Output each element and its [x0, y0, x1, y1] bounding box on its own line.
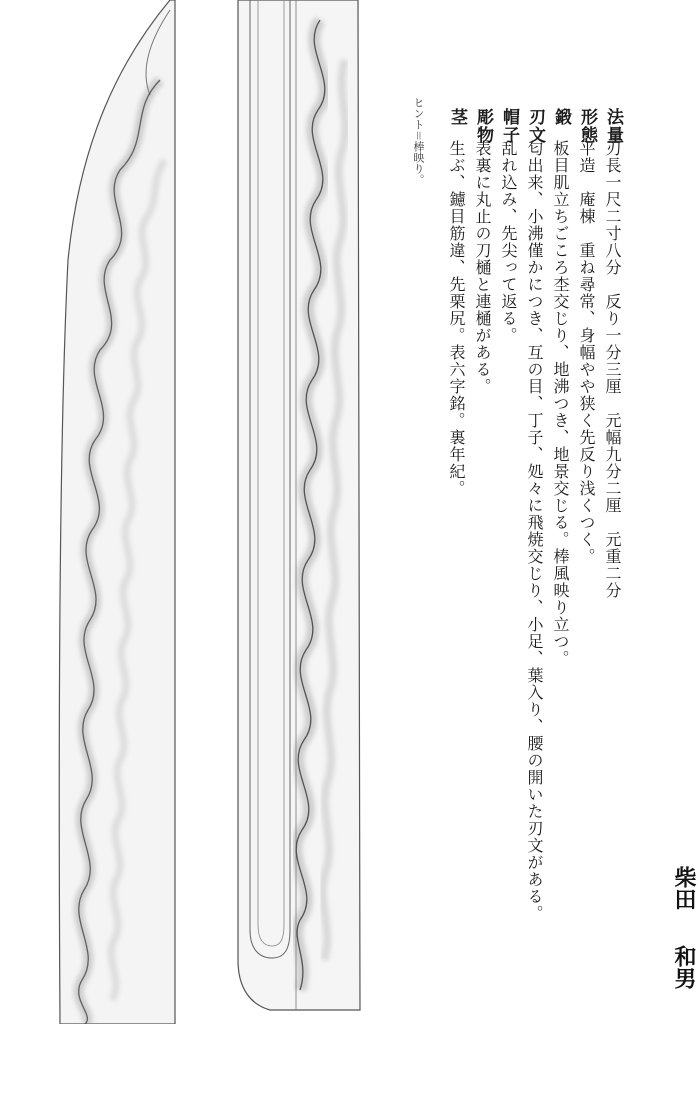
text-nakago: 生ぶ、鑢目筋違、先栗尻。表六字銘。裏年紀。: [447, 140, 466, 497]
heading-hamon: 刃文: [525, 108, 545, 144]
text-keitai: 平造 庵棟 重ね尋常、身幅やや狭く先反り浅くつく。: [577, 140, 596, 565]
heading-boushi: 帽子: [499, 108, 519, 144]
heading-keitai: 形態: [577, 108, 597, 144]
text-horimono: 表裏に丸止の刀樋と連樋がある。: [473, 140, 492, 395]
heading-nakago: 茎: [447, 108, 467, 126]
text-hamon: 匂出来、小沸僅かにつき、互の目、丁子、処々に飛焼交じり、小足、葉入り、腰の開いた刃文がある。: [525, 140, 544, 922]
heading-horimono: 彫物: [473, 108, 493, 144]
blade-tip-section: [59, 0, 175, 1024]
author-given: 和男: [671, 945, 696, 989]
heading-houryou: 法量: [603, 108, 623, 144]
text-kitae: 板目肌立ちごころ杢交じり、地沸つき、地景交じる。棒風映り立つ。: [551, 140, 570, 667]
hint-note: ヒント＝棒映り。: [412, 97, 425, 185]
text-boushi: 乱れ込み、先尖って返る。: [499, 140, 518, 344]
heading-kitae: 鍛: [551, 108, 571, 126]
blade-lower-section: [238, 0, 360, 1010]
author-surname: 柴田: [671, 866, 696, 910]
text-houryou: 刃長一尺二寸八分 反り一分三厘 元幅九分二厘 元重二分: [603, 140, 622, 599]
